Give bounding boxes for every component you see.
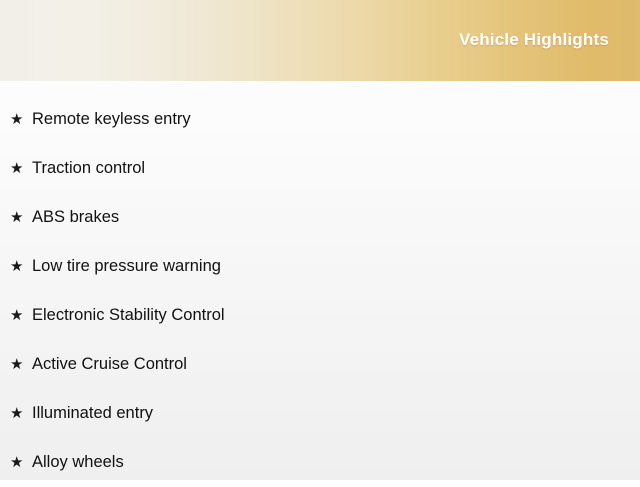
highlights-list — [0, 81, 640, 487]
list-item-label: Low tire pressure warning — [32, 257, 221, 276]
list-item — [0, 242, 640, 291]
star-bullet-icon: ★ — [10, 209, 24, 226]
list-item-label: Active Cruise Control — [32, 355, 187, 374]
list-item-label: ABS brakes — [32, 208, 120, 227]
star-bullet-icon: ★ — [10, 307, 24, 324]
list-item-label: Remote keyless entry — [32, 110, 191, 129]
star-bullet-icon: ★ — [10, 454, 24, 471]
list-item — [0, 144, 640, 193]
list-item-label: Alloy wheels — [32, 453, 124, 472]
page-header — [0, 0, 640, 81]
list-item — [0, 193, 640, 242]
list-item — [0, 389, 640, 438]
star-bullet-icon: ★ — [10, 356, 24, 373]
page-title: Vehicle Highlights — [458, 30, 609, 49]
list-item — [0, 291, 640, 340]
star-bullet-icon: ★ — [10, 111, 24, 128]
star-bullet-icon: ★ — [10, 160, 24, 177]
list-item-label: Illuminated entry — [32, 404, 154, 423]
list-item-label: Traction control — [32, 159, 146, 178]
list-item — [0, 95, 640, 144]
star-bullet-icon: ★ — [10, 405, 24, 422]
star-bullet-icon: ★ — [10, 258, 24, 275]
list-item — [0, 340, 640, 389]
list-item-label: Electronic Stability Control — [32, 306, 225, 325]
